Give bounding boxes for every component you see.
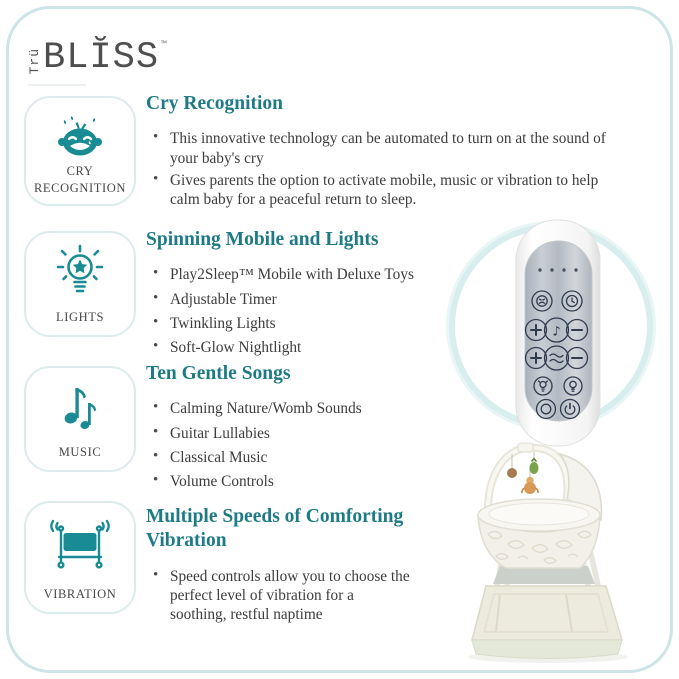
feature-badge-vibration <box>24 501 136 614</box>
section-title: Multiple Speeds of Comforting Vibration <box>146 506 404 552</box>
feature-badge-music <box>24 366 136 472</box>
bullet-item: • Adjustable Timer <box>146 290 491 309</box>
tray-skirt <box>472 640 622 659</box>
feature-badge-lights <box>24 231 136 337</box>
bullet-item: • Play2Sleep™ Mobile with Deluxe Toys <box>146 265 491 284</box>
bullet-item: • Calming Nature/Womb Sounds <box>146 399 491 418</box>
section-vibration <box>146 505 414 628</box>
brand-logo <box>27 24 167 79</box>
feature-badge-label: LIGHTS <box>55 310 105 325</box>
logo-trademark: ™ <box>161 40 167 50</box>
mobile-toys <box>507 452 539 494</box>
music-notes-icon <box>49 378 111 436</box>
bullet-item: • Twinkling Lights <box>146 314 491 333</box>
lightbulb-star-icon <box>49 243 111 301</box>
storage-tray <box>472 586 622 640</box>
section-title: Cry Recognition <box>146 93 284 114</box>
bullet-list <box>146 567 414 625</box>
logo-tru-text: Trü <box>27 47 42 74</box>
feature-badge-label: MUSIC <box>58 445 102 460</box>
section-title: Spinning Mobile and Lights <box>146 229 379 250</box>
bullet-item: • Gives parents the option to activate mobile, music or vibration to help calm baby for a peaceful return to sleep. <box>146 171 616 210</box>
remote-control-photo <box>438 210 660 457</box>
feature-badge-cry-recognition <box>24 96 136 206</box>
svg-text:♪: ♪ <box>552 324 561 340</box>
bullet-item: • Speed controls allow you to choose the perfect level of vibration for a soothing, restful naptime <box>146 567 414 625</box>
bullet-item: • Soft-Glow Nightlight <box>146 338 491 357</box>
bullet-item: • Classical Music <box>146 448 491 467</box>
feature-badge-label: CRY RECOGNITION <box>33 164 126 196</box>
bullet-item: • This innovative technology can be automated to turn on at the sound of your baby's cry <box>146 129 616 168</box>
logo-bliss-text: BLĬSS <box>43 36 160 79</box>
bullet-item: • Guitar Lullabies <box>146 424 491 443</box>
section-title: Ten Gentle Songs <box>146 363 291 384</box>
bullet-item: • Volume Controls <box>146 472 491 491</box>
vibrating-crib-icon <box>47 513 113 575</box>
feature-badge-label: VIBRATION <box>43 587 117 602</box>
crying-baby-icon <box>49 108 111 166</box>
bullet-list <box>146 129 616 209</box>
bassinet-photo <box>448 436 660 671</box>
bassinet-basket <box>478 499 600 568</box>
section-cry-recognition <box>146 92 616 212</box>
logo-divider <box>28 84 86 86</box>
